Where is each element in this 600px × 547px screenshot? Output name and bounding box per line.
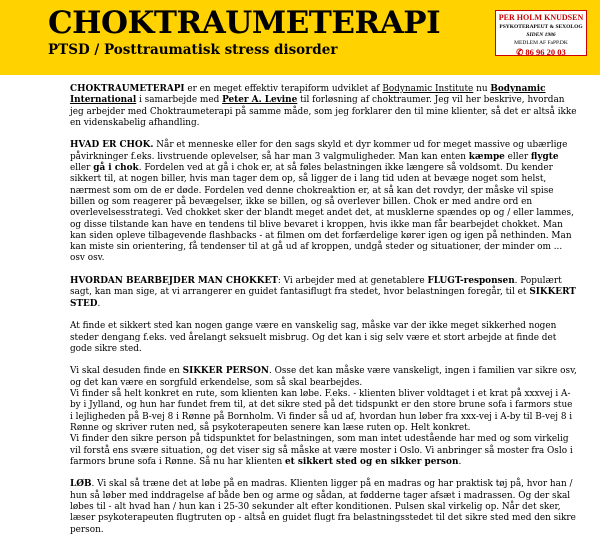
card-member: MEDLEM AF FaPP.DK	[514, 40, 568, 46]
card-since: SIDEN 1986	[526, 32, 556, 38]
card-phone: ✆ 86 96 20 03	[516, 47, 566, 57]
bodynamic-institute-link[interactable]: Bodynamic Institute	[382, 84, 474, 94]
card-name: PER HOLM KNUDSEN	[498, 13, 584, 22]
how-to-process-paragraph: HVORDAN BEARBEJDER MAN CHOKKET: Vi arbejder med at genetablere FLUGT-responsen. Populært sagt, kan man sige, at vi arrangerer en guidet fantasiflugt fra stedet, hvor belastningen foregår, til et SIKKERT STED.	[70, 276, 576, 309]
page-subtitle: PTSD / Posttraumatisk stress disorder	[48, 42, 338, 58]
section-heading: HVORDAN BEARBEJDER MAN CHOKKET	[70, 276, 278, 287]
intro-term: CHOKTRAUMETERAPI	[70, 84, 185, 94]
peter-levine-link[interactable]: Peter A. Levine	[222, 95, 298, 106]
intro-paragraph: CHOKTRAUMETERAPI er en meget effektiv terapiform udviklet af Bodynamic Institute nu Bodynamic International i samarbejde med Peter A. Levine til forløsning af choktraumer. Jeg vil her beskrive, hvordan jeg arbejder med Choktraumeterapi på samme måde, som jeg forklarer den til mine klienter, så det er altså ikke en videnskabelig afhandling.	[70, 84, 577, 128]
safe-place-paragraph: At finde et sikkert sted kan nogen gange være en vanskelig sag, måske var der ikke meget sikkerhed nogen steder dengang f.eks. ved årelangt seksuelt misbrug. Og det kan i sig selv være et stort arbejde at finde det gode sikre sted.	[70, 321, 557, 354]
run-paragraph: LØB. Vi skal så træne det at løbe på en madras. Klienten ligger på en madras og har praktisk tøj på, hvor han / hun så løber med inddragelse af både ben og arme og sådan, at fødderne tager afsæt i madrassen. Og der skal løbes til - alt hvad han / hun kan i 25-30 sekunder alt efter konditionen. Pulsen skal virkelig op. Når det sker, læser psykoterapeuten flugtruten op - altså en guidet flugt fra belastningsstedet til det sikre sted med den sikre person.	[70, 479, 576, 535]
what-is-shock-paragraph: HVAD ER CHOK. Når et menneske eller for den sags skyld et dyr kommer ud for meget massive og ubærlige påvirkninger f.eks. livstruende oplevelser, så har man 3 valgmuligheder. Man kan enten kæmpe eller flygte eller gå i chok. Fordelen ved at gå i chok er, at så føles belastningen ikke længere så voldsomt. Du kender sikkert til, at nogen biller, hvis man tager dem op, så ligger de i lang tid uden at bevæge noget som helst, nærmest som om de er døde. Fordelen ved denne chokreaktion er, at så kan det rovdyr, der måske vil spise billen og som reagerer på bevægelser, ikke se billen, og så overlever billen. Chok er med andre ord en overlevelsesstrategi. Ved chokket sker der blandt meget andet det, at musklerne spændes op og / eller lammes, og disse tilstande kan have en tendens til blive bevaret i kroppen, hvis ikke man får bearbejdet chokket. Man kan siden opleve tilbagevende flashbacks - at filmen om det forfærdelige kører igen og igen på nethinden. Man kan miste sin orientering, få tendenser til at gå ud af kroppen, undgå steder og situationer, der minder om ... osv osv.	[70, 140, 574, 264]
article-body	[70, 84, 578, 547]
page-title: CHOKTRAUMETERAPI	[48, 5, 441, 41]
section-heading: LØB	[70, 479, 92, 490]
safe-person-paragraph: Vi skal desuden finde en SIKKER PERSON. Osse det kan måske være vanskeligt, ingen i familien var sikre osv, og det kan være en sorgfuld erkendelse, som så skal bearbejdes. Vi finder så helt konkret en rute, som klienten kan løbe. F.eks. - klienten bliver voldtaget i et krat på xxxvej i A-by i Jylland, og hun har fundet frem til, at det sikre sted på det tidspunkt er den store brune sofa i farmors stue i lejligheden på B-vej 8 i Rønne på Bornholm. Vi finder så ud af, hvordan hun løber fra xxx-vej i A-by til B-vej 8 i Rønne og skriver ruten ned, så psykoterapeuten senere kan læse ruten op. Helt konkret. Vi finder den sikre person på tidspunktet for belastningen, som man intet udestående har med og som virkelig vil forstå ens svære situation, og det viser sig så måske at være moster i Oslo. Vi anbringer så moster fra Oslo i farmors brune sofa i Rønne. Så nu har klienten et sikkert sted og en sikker person.	[70, 366, 577, 467]
contact-card[interactable]	[495, 10, 587, 56]
section-heading: HVAD ER CHOK.	[70, 140, 154, 151]
bodynamic-international-link[interactable]: Bodynamic International	[70, 84, 546, 106]
card-role: PSYKOTERAPEUT & SEXOLOG	[499, 24, 583, 30]
header-banner	[0, 0, 600, 75]
